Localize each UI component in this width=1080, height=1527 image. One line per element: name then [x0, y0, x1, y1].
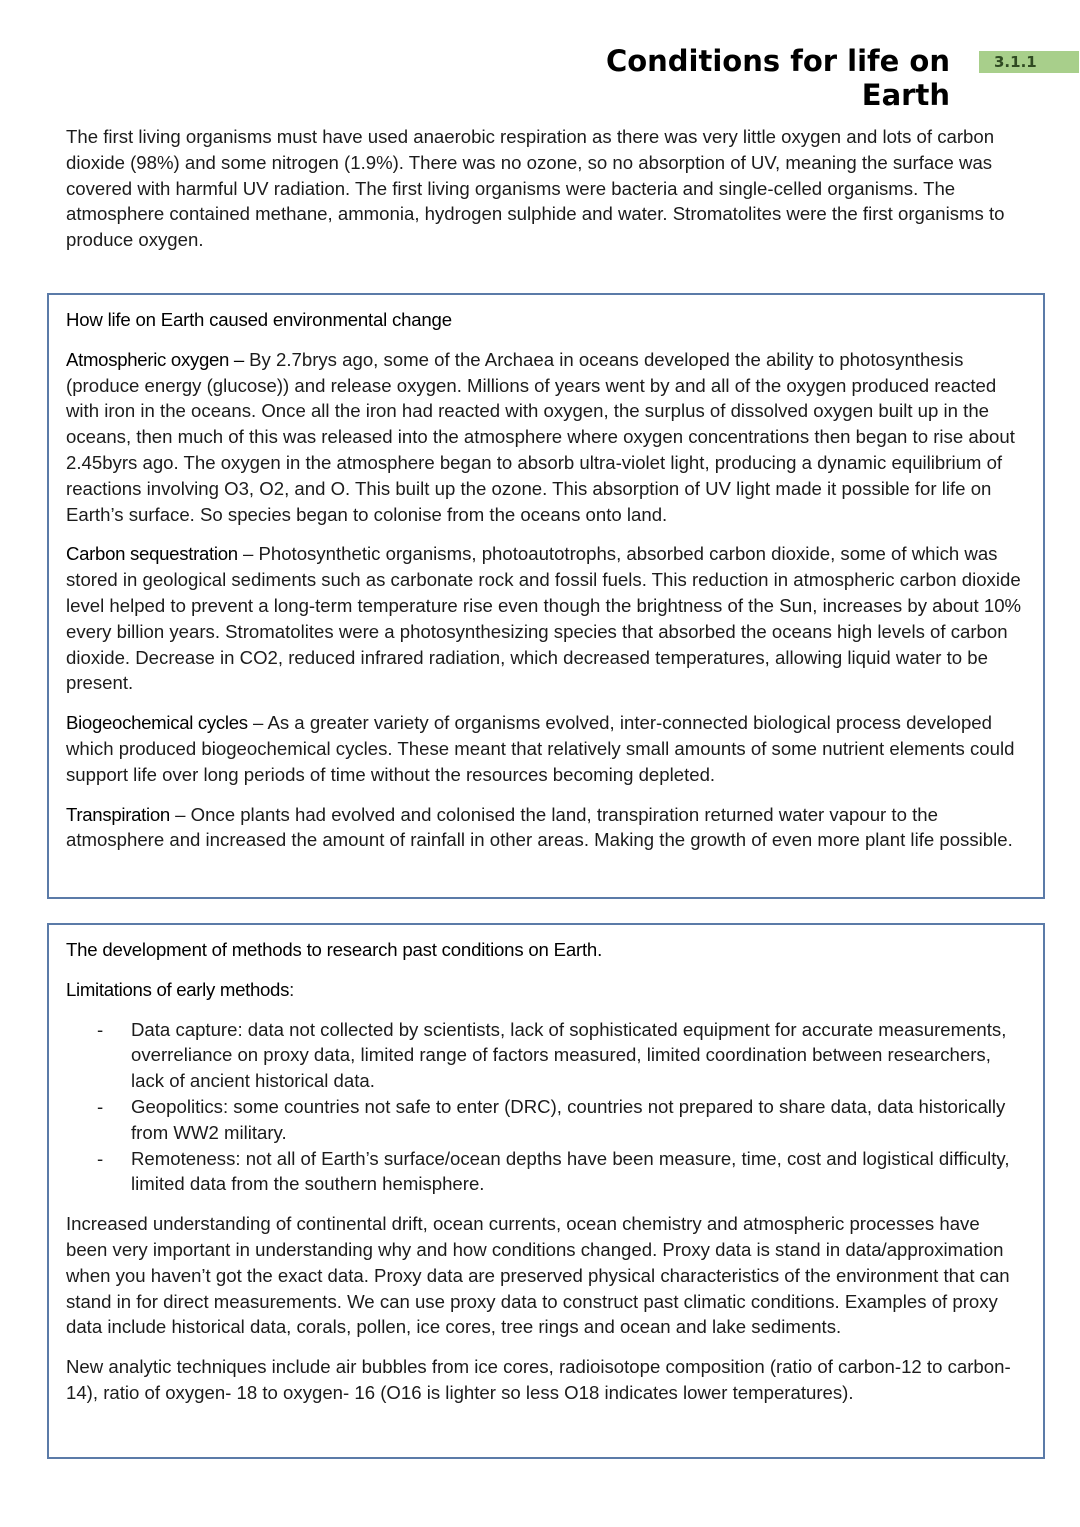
limitations-subheading: Limitations of early methods [66, 978, 290, 1000]
list-item [66, 1146, 1026, 1198]
list-item [66, 1017, 1026, 1094]
section-text: By 2.7brys ago, some of the Archaea in oceans developed the ability to photosynthesis (produce energy (glucose)) and release oxygen. Millions of years went by and all of the oxygen produced reacted with iron in the oceans. Once all the iron had reacted with oxygen, the surplus of dissolved oxygen built up in the oceans, then much of this was released into the atmosphere where oxygen concentrations then began to rise about 2.45byrs ago. The oxygen in the atmosphere began to absorb ultra-violet light, producing a dynamic equilibrium of reactions involving O3, O2, and O. This built up the ozone. This absorption of UV light made it possible for life on Earth’s surface. So species began to colonise from the oceans onto land. [66, 348, 1015, 525]
section-text: – Once plants had evolved and colonised the land, transpiration returned water vapour to the atmosphere and increased the amount of rainfall in other areas. Making the growth of even more plant life possible. [66, 803, 1013, 851]
intro-paragraph: The first living organisms must have used anaerobic respiration as there was very little oxygen and lots of carbon dioxide (98%) and some nitrogen (1.9%). There was no ozone, so no absorption of UV, meaning the surface was covered with harmful UV radiation. The first living organisms were bacteria and single-celled organisms. The atmosphere contained methane, ammonia, hydrogen sulphide and water. Stromatolites were the first organisms to produce oxygen. [66, 126, 1005, 251]
page-title: Conditions for life on Earth [605, 44, 950, 112]
bullet-dash: - [97, 1018, 104, 1040]
section-term: Atmospheric oxygen – [66, 348, 244, 370]
section-term: Biogeochemical cycles [66, 712, 248, 734]
section-term: Transpiration [66, 803, 170, 825]
list-item-text: Remoteness: not all of Earth’s surface/ocean depths have been measure, time, cost and logistical difficulty, limited data from the southern hemisphere. [131, 1147, 1010, 1195]
section-text: – As a greater variety of organisms evolved, inter-connected biological process developed which produced biogeochemical cycles. These meant that relatively small amounts of some nutrient elements could support life over long periods of time without the resources becoming depleted. [66, 712, 1015, 785]
environmental-change-box [47, 293, 1045, 899]
section-term: Carbon sequestration [66, 543, 238, 565]
subheading-colon: : [289, 978, 295, 1000]
bullet-dash: - [97, 1147, 104, 1169]
bullet-dash: - [97, 1095, 104, 1117]
section-number-badge: 3.1.1 [979, 51, 1079, 73]
research-methods-box [47, 923, 1045, 1459]
atmospheric-oxygen-paragraph [66, 347, 1026, 528]
transpiration-paragraph [66, 802, 1026, 854]
carbon-sequestration-paragraph [66, 541, 1026, 696]
limitations-list [66, 1017, 1026, 1198]
proxy-data-paragraph: Increased understanding of continental drift, ocean currents, ocean chemistry and atmospheric processes have been very important in understanding why and how conditions changed. Proxy data is stand in data/approximation when you haven’t got the exact data. Proxy data are preserved physical characteristics of the environment that can stand in for direct measurements. We can use proxy data to construct past climatic conditions. Examples of proxy data include historical data, corals, pollen, ice cores, tree rings and ocean and lake sediments. [66, 1213, 1010, 1338]
list-item [66, 1094, 1026, 1146]
analytic-techniques-paragraph: New analytic techniques include air bubbles from ice cores, radioisotope composition (ratio of carbon-12 to carbon- 14), ratio of oxygen- 18 to oxygen- 16 (O16 is lighter so less O18 indicates lower temperatures). [66, 1356, 1011, 1403]
research-methods-heading: The development of methods to research past conditions on Earth. [66, 939, 603, 960]
limitations-subheading-line [66, 977, 1026, 1003]
list-item-text: Geopolitics: some countries not safe to enter (DRC), countries not prepared to share data, data historically from WW2 military. [131, 1095, 1006, 1143]
section-text: – Photosynthetic organisms, photoautotrophs, absorbed carbon dioxide, some of which was stored in geological sediments such as carbonate rock and fossil fuels. This reduction in atmospheric carbon dioxide level helped to prevent a long-term temperature rise even though the brightness of the Sun, increases by about 10% every billion years. Stromatolites were a photosynthesizing species that absorbed the oceans high levels of carbon dioxide. Decrease in CO2, reduced infrared radiation, which decreased temperatures, allowing liquid water to be present. [66, 543, 1022, 694]
biogeochemical-cycles-paragraph [66, 710, 1026, 787]
environmental-change-heading: How life on Earth caused environmental change [66, 309, 452, 330]
list-item-text: Data capture: data not collected by scientists, lack of sophisticated equipment for accurate measurements, overreliance on proxy data, limited range of factors measured, limited coordination between researchers, lack of ancient historical data. [131, 1018, 1007, 1092]
